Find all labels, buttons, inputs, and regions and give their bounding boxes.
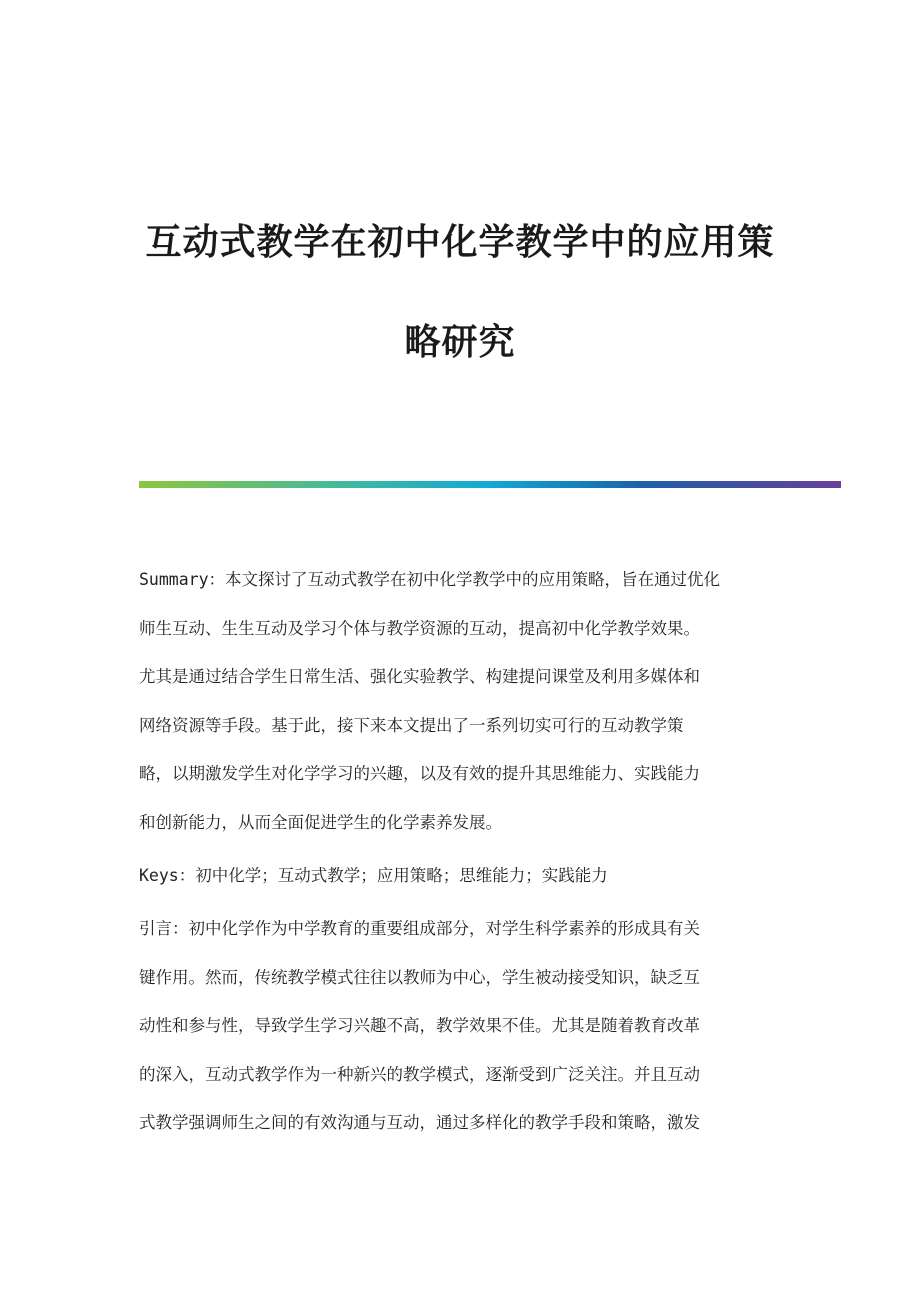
keywords-line: Keys：初中化学；互动式教学；应用策略；思维能力；实践能力 bbox=[139, 866, 608, 885]
summary-line: 网络资源等手段。基于此，接下来本文提出了一系列切实可行的互动教学策 bbox=[139, 715, 684, 735]
summary-line: 和创新能力，从而全面促进学生的化学素养发展。 bbox=[139, 812, 502, 832]
intro-line: 的深入，互动式教学作为一种新兴的教学模式，逐渐受到广泛关注。并且互动 bbox=[139, 1064, 700, 1084]
summary-paragraph bbox=[139, 556, 789, 848]
introduction-paragraph bbox=[139, 905, 789, 1148]
keywords-paragraph bbox=[139, 852, 789, 901]
intro-line: 动性和参与性，导致学生学习兴趣不高，教学效果不佳。尤其是随着教育改革 bbox=[139, 1016, 700, 1036]
title-line-1: 互动式教学在初中化学教学中的应用策 bbox=[145, 221, 775, 263]
intro-line: 式教学强调师生之间的有效沟通与互动，通过多样化的教学手段和策略，激发 bbox=[139, 1113, 700, 1133]
summary-line: 尤其是通过结合学生日常生活、强化实验教学、构建提问课堂及利用多媒体和 bbox=[139, 667, 700, 687]
gradient-divider bbox=[139, 481, 841, 488]
intro-line: 引言：初中化学作为中学教育的重要组成部分，对学生科学素养的形成具有关 bbox=[139, 919, 700, 938]
summary-line: 师生互动、生生互动及学习个体与教学资源的互动，提高初中化学教学效果。 bbox=[139, 618, 700, 638]
summary-line: 略，以期激发学生对化学学习的兴趣，以及有效的提升其思维能力、实践能力 bbox=[139, 764, 700, 784]
summary-line: Summary：本文探讨了互动式教学在初中化学教学中的应用策略，旨在通过优化 bbox=[139, 570, 721, 589]
intro-line: 键作用。然而，传统教学模式往往以教师为中心，学生被动接受知识，缺乏互 bbox=[139, 967, 700, 987]
title-line-2: 略研究 bbox=[404, 321, 516, 363]
